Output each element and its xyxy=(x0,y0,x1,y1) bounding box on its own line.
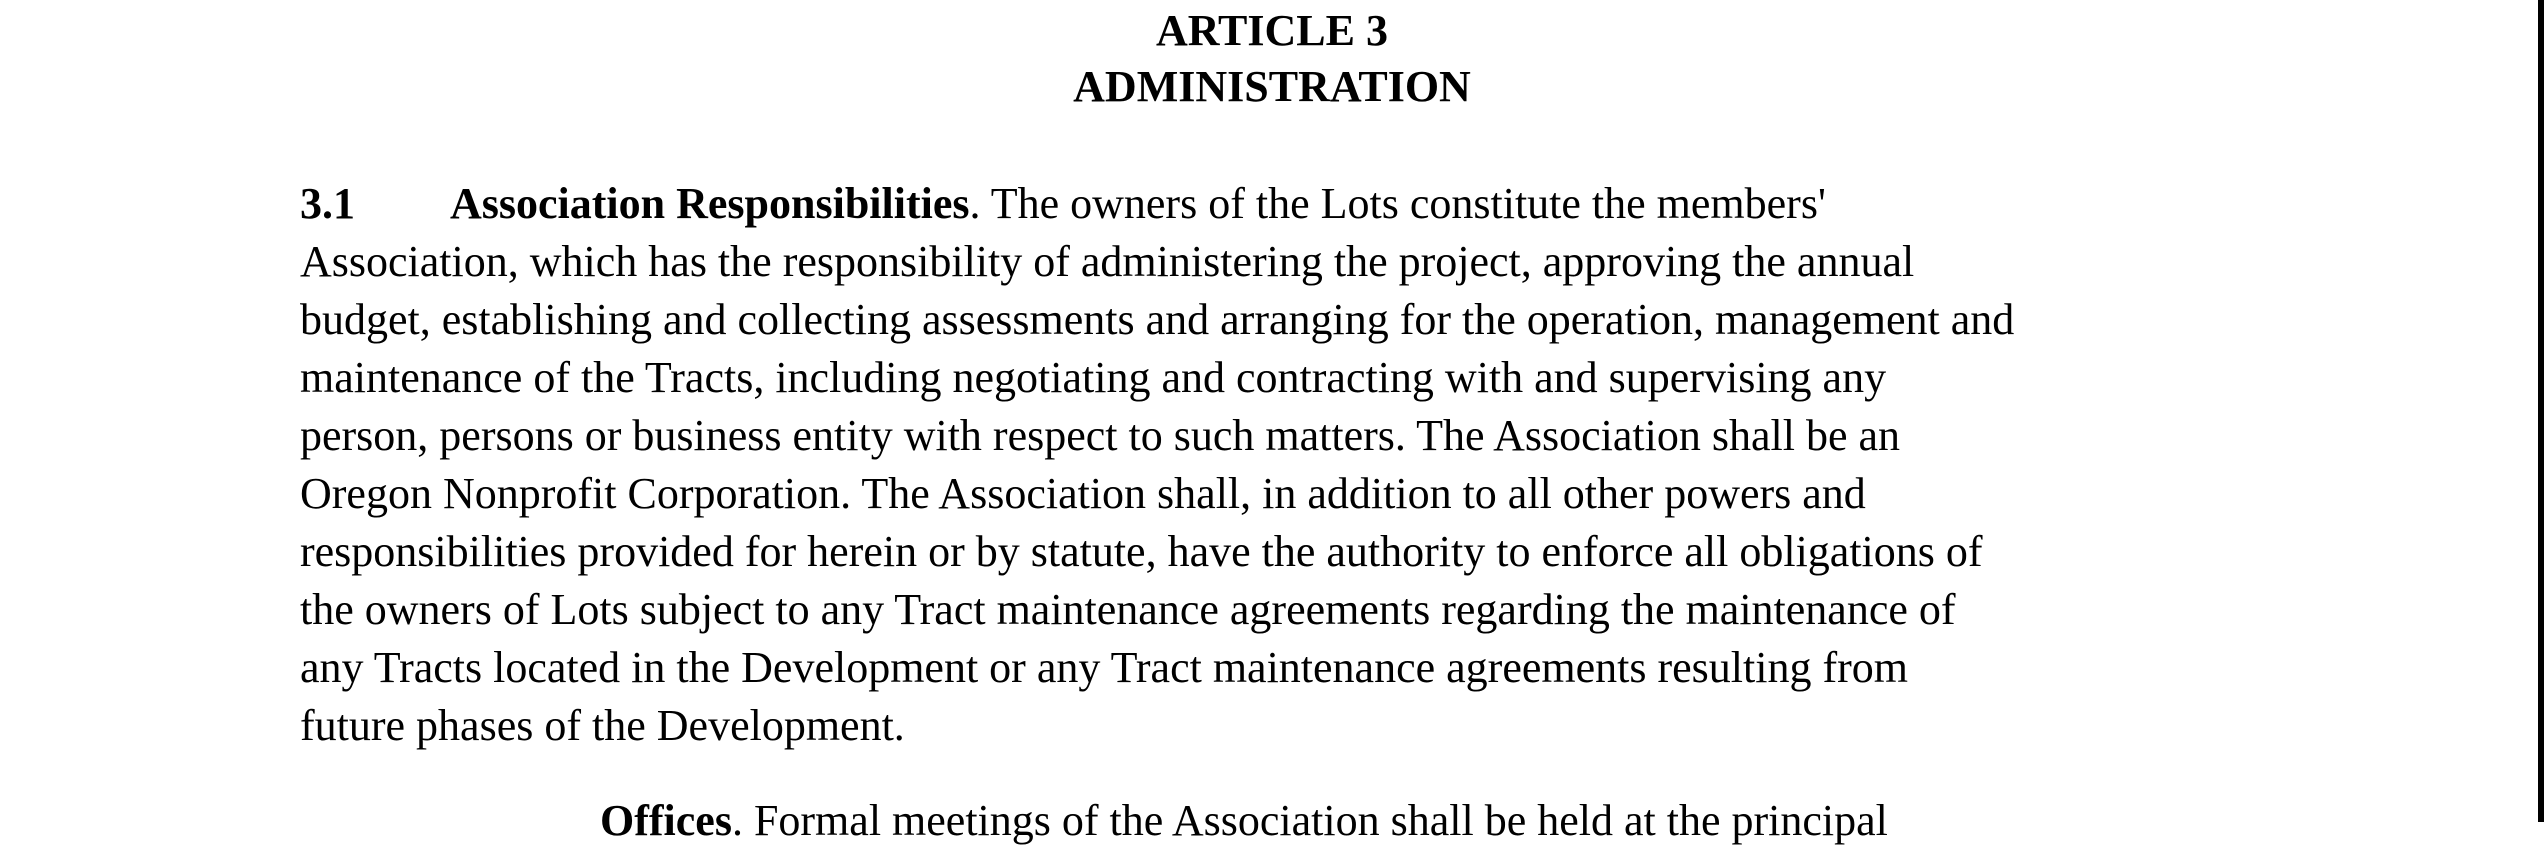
section-title: Association Responsibilities xyxy=(450,179,970,228)
section-line-2: Association, which has the responsibility of administering the project, approving the annual xyxy=(300,237,1915,286)
section-line-6: Oregon Nonprofit Corporation. The Association shall, in addition to all other powers and xyxy=(300,469,1866,518)
next-section-title: Offices xyxy=(600,796,732,845)
section-line-9: any Tracts located in the Development or any Tract maintenance agreements resulting from xyxy=(300,643,1908,692)
section-line-1 xyxy=(300,175,2300,233)
section-3-1 xyxy=(300,175,2300,755)
section-line-4: maintenance of the Tracts, including negotiating and contracting with and supervising any xyxy=(300,353,1887,402)
section-line-7: responsibilities provided for herein or by statute, have the authority to enforce all obligations of xyxy=(300,527,1983,576)
page-edge-bar xyxy=(2538,0,2544,822)
next-section-partial xyxy=(300,792,2200,850)
section-line-10: future phases of the Development. xyxy=(300,701,905,750)
article-number: ARTICLE 3 xyxy=(1156,6,1388,55)
section-line-3: budget, establishing and collecting assessments and arranging for the operation, management and xyxy=(300,295,2015,344)
section-line-text: . The owners of the Lots constitute the members' xyxy=(969,179,1826,228)
section-number: 3.1 xyxy=(300,179,355,228)
article-title: ADMINISTRATION xyxy=(1073,62,1471,111)
section-line-8: the owners of Lots subject to any Tract maintenance agreements regarding the maintenance of xyxy=(300,585,1956,634)
section-line-5: person, persons or business entity with respect to such matters. The Association shall be an xyxy=(300,411,1901,460)
next-section-text: . Formal meetings of the Association shall be held at the principal xyxy=(731,796,1888,845)
